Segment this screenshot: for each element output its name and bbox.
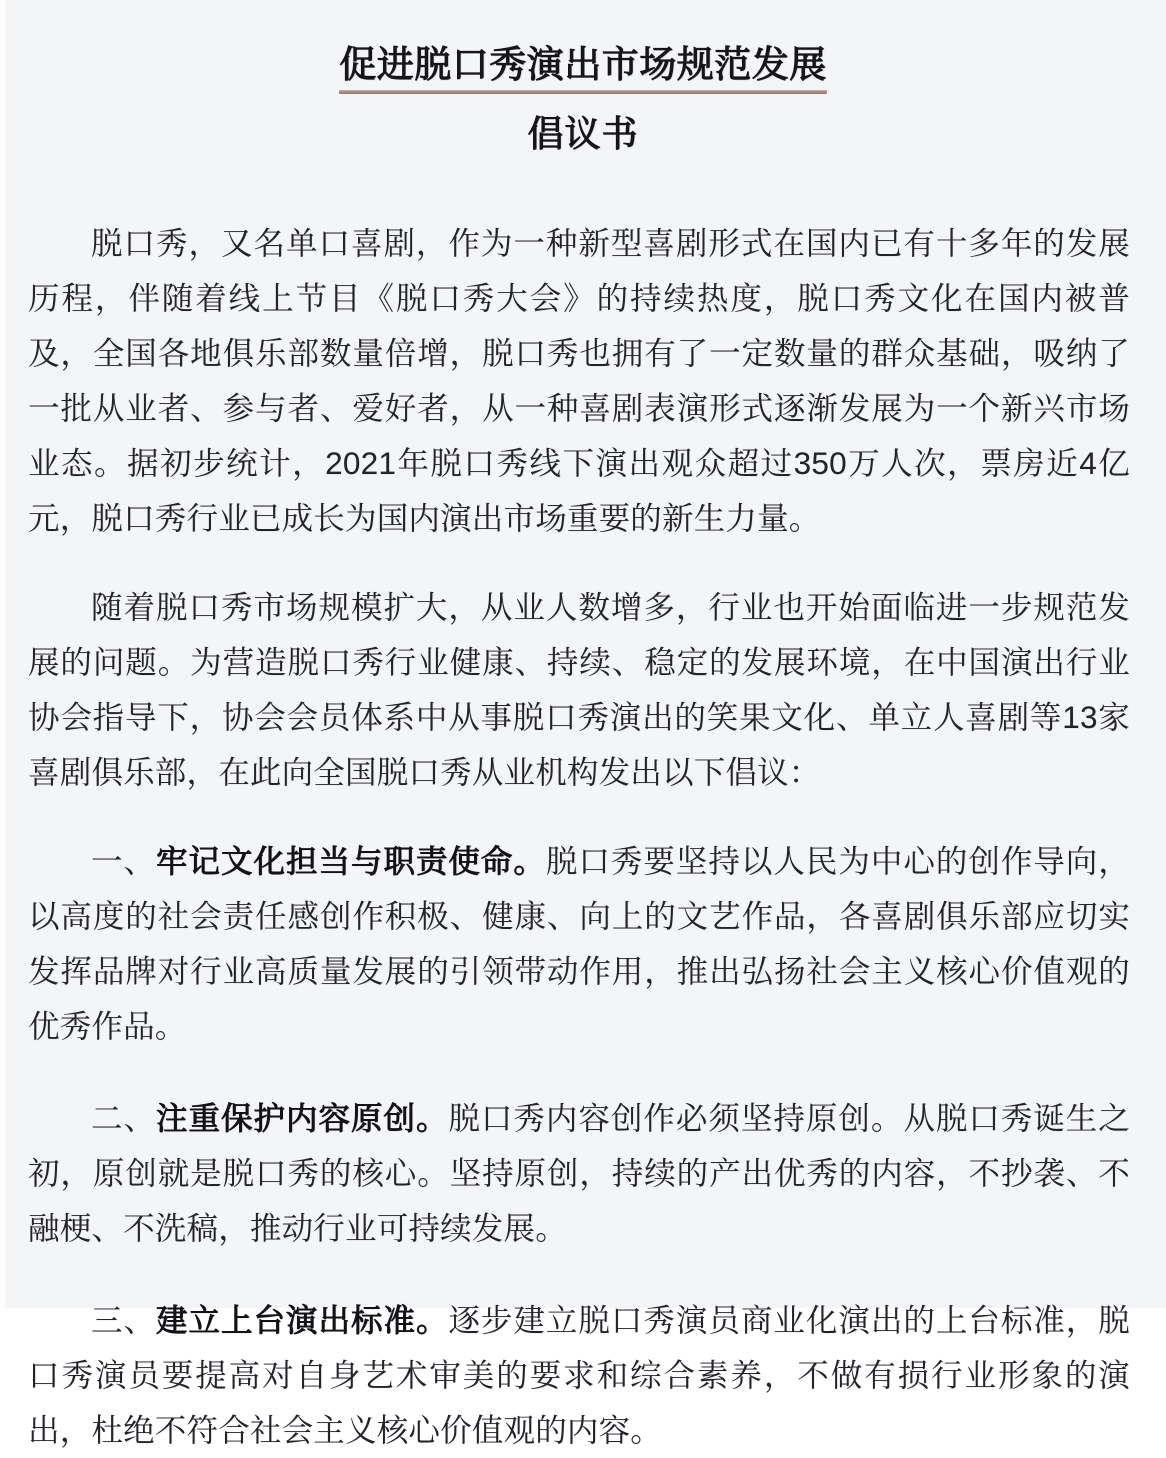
clause-item-2 xyxy=(28,1091,1130,1256)
clause-item-1 xyxy=(28,834,1130,1054)
document-header xyxy=(0,0,1166,154)
clause-text: 脱口秀要坚持以人民为中心的创作导向，以高度的社会责任感创作积极、健康、向上的文艺作品，各喜剧俱乐部应切实发挥品牌对行业高质量发展的引领带动作用，推出弘扬社会主义核心价值观的优秀作品。 xyxy=(28,843,1131,1045)
clause-number: 二、 xyxy=(91,1100,156,1137)
clause-heading: 牢记文化担当与职责使命。 xyxy=(156,843,546,880)
clause-text: 脱口秀内容创作必须坚持原创。从脱口秀诞生之初，原创就是脱口秀的核心。坚持原创，持续的产出优秀的内容，不抄袭、不融梗、不洗稿，推动行业可持续发展。 xyxy=(28,1100,1130,1247)
title-underline-rule xyxy=(339,90,827,94)
paragraph-text: 脱口秀，又名单口喜剧，作为一种新型喜剧形式在国内已有十多年的发展历程，伴随着线上节目《脱口秀大会》的持续热度，脱口秀文化在国内被普及，全国各地俱乐部数量倍增，脱口秀也拥有了一定数量的群众基础，吸纳了一批从业者、参与者、爱好者，从一种喜剧表演形式逐渐发展为一个新兴市场业态。据初步统计，2021年脱口秀线下演出观众超过350万人次，票房近4亿元，脱口秀行业已成长为国内演出市场重要的新生力量。 xyxy=(28,225,1130,537)
page-left-edge-strip xyxy=(0,0,5,1308)
clause-number: 三、 xyxy=(91,1302,156,1339)
paragraph-intro-2 xyxy=(28,580,1130,800)
paragraph-intro-1 xyxy=(28,216,1130,546)
paragraph-text: 随着脱口秀市场规模扩大，从业人数增多，行业也开始面临进一步规范发展的问题。为营造脱口秀行业健康、持续、稳定的发展环境，在中国演出行业协会指导下，协会会员体系中从事脱口秀演出的笑果文化、单立人喜剧等13家喜剧俱乐部，在此向全国脱口秀从业机构发出以下倡议： xyxy=(28,589,1130,791)
document-subtitle: 倡议书 xyxy=(527,113,639,155)
clause-text: 逐步建立脱口秀演员商业化演出的上台标准，脱口秀演员要提高对自身艺术审美的要求和综合素养，不做有损行业形象的演出，杜绝不符合社会主义核心价值观的内容。 xyxy=(28,1302,1130,1449)
clause-heading: 建立上台演出标准。 xyxy=(156,1302,449,1339)
document-body xyxy=(0,216,1166,1458)
clause-heading: 注重保护内容原创。 xyxy=(156,1100,449,1137)
clause-number: 一、 xyxy=(91,843,156,880)
page-title: 促进脱口秀演出市场规范发展 xyxy=(339,44,827,85)
document-title-group xyxy=(339,44,827,94)
clause-item-3 xyxy=(28,1293,1130,1458)
